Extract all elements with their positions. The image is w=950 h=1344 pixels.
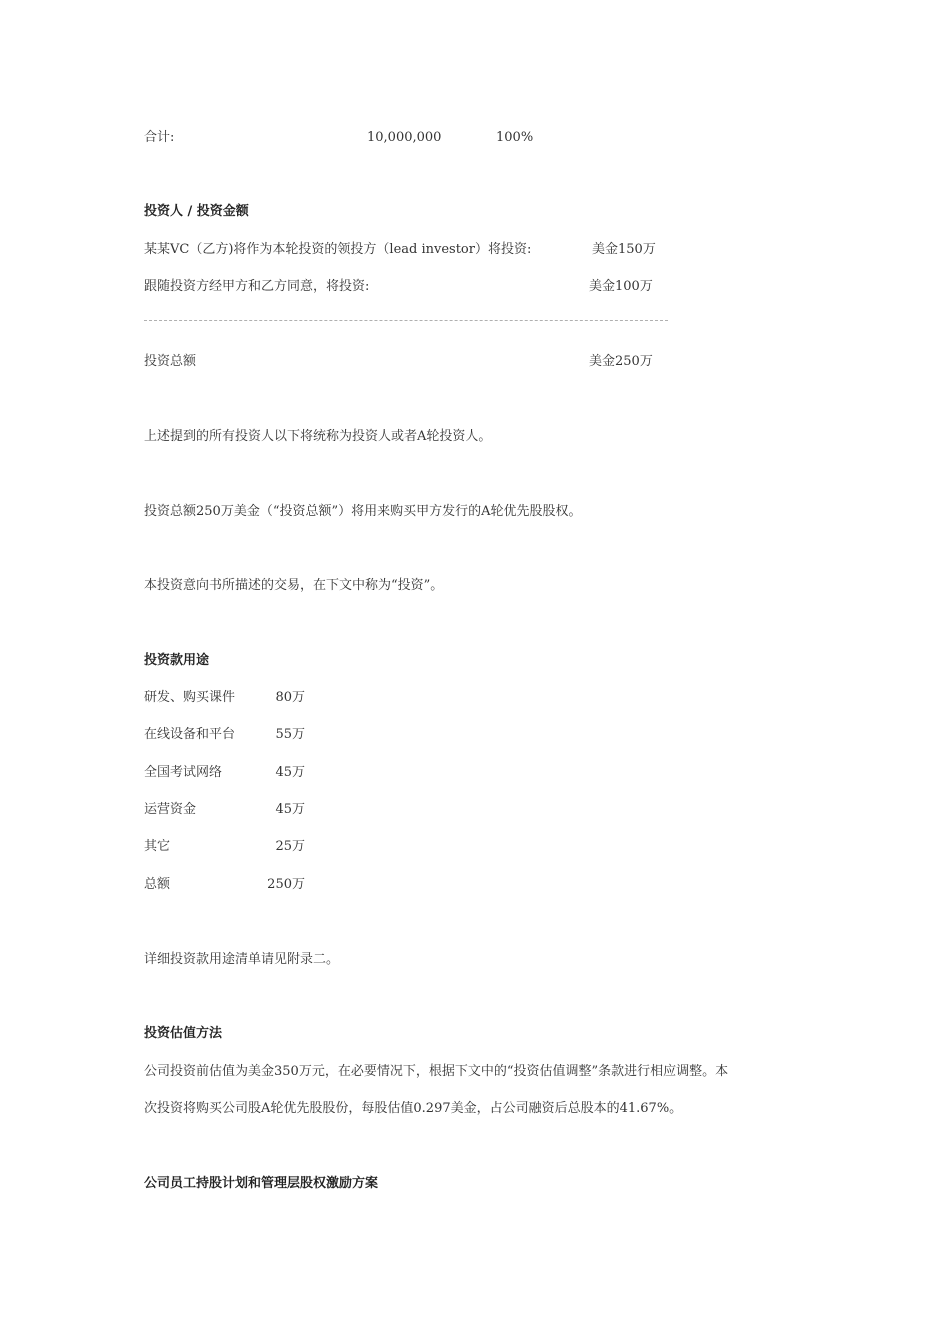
paragraph-investors-definition: 上述提到的所有投资人以下将统称为投资人或者A轮投资人。 xyxy=(144,429,492,444)
investment-total-amount: 美金250万 xyxy=(589,354,653,369)
paragraph-transaction: 本投资意向书所描述的交易，在下文中称为“投资”。 xyxy=(144,578,444,593)
fund-item-label: 研发、购买课件 xyxy=(144,690,236,705)
lead-investor-label: 某某VC（乙方)将作为本轮投资的领投方（lead investor）将投资: xyxy=(144,242,532,257)
fund-item-amount: 80万 xyxy=(275,690,305,705)
fund-item-label: 在线设备和平台 xyxy=(144,727,236,742)
investment-total-label: 投资总额 xyxy=(144,354,197,369)
total-label: 合计: xyxy=(144,130,175,145)
valuation-paragraph-line1: 公司投资前估值为美金350万元，在必要情况下，根据下文中的“投资估值调整”条款进行相应调整。本 xyxy=(144,1064,729,1079)
fund-total-label: 总额 xyxy=(144,877,171,892)
fund-item-amount: 45万 xyxy=(275,765,305,780)
follow-investor-label: 跟随投资方经甲方和乙方同意，将投资: xyxy=(144,279,370,294)
valuation-paragraph-line2: 次投资将购买公司股A轮优先股股份，每股估值0.297美金，占公司融资后总股本的41.67%。 xyxy=(144,1101,683,1116)
use-of-funds-heading: 投资款用途 xyxy=(144,653,210,668)
fund-item-amount: 55万 xyxy=(275,727,305,742)
fund-total-amount: 250万 xyxy=(267,877,305,892)
total-percent: 100% xyxy=(496,130,534,145)
fund-item-amount: 25万 xyxy=(275,839,305,854)
fund-item-label: 运营资金 xyxy=(144,802,197,817)
fund-item-label: 其它 xyxy=(144,839,171,854)
use-of-funds-note: 详细投资款用途清单请见附录二。 xyxy=(144,952,340,967)
esop-heading: 公司员工持股计划和管理层股权激励方案 xyxy=(144,1176,379,1191)
fund-item-label: 全国考试网络 xyxy=(144,765,223,780)
fund-item-amount: 45万 xyxy=(275,802,305,817)
paragraph-total-usage: 投资总额250万美金（“投资总额”）将用来购买甲方发行的A轮优先股股权。 xyxy=(144,504,582,519)
follow-investor-amount: 美金100万 xyxy=(589,279,653,294)
lead-investor-amount: 美金150万 xyxy=(592,242,656,257)
total-shares: 10,000,000 xyxy=(367,130,442,145)
investors-heading: 投资人 / 投资金额 xyxy=(144,204,249,219)
separator-line xyxy=(144,320,668,321)
valuation-heading: 投资估值方法 xyxy=(144,1026,223,1041)
